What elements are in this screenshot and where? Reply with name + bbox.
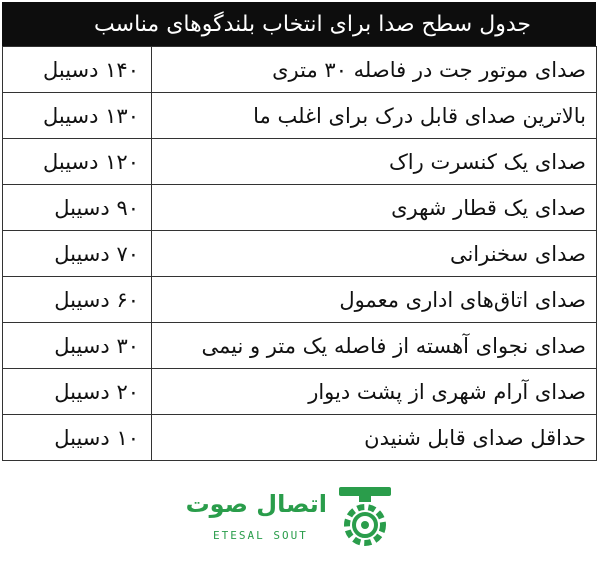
row-level: ۳۰ دسیبل <box>3 323 152 369</box>
row-level: ۶۰ دسیبل <box>3 277 152 323</box>
row-description: صدای آرام شهری از پشت دیوار <box>152 369 597 415</box>
row-level: ۱۴۰ دسیبل <box>3 47 152 93</box>
row-level: ۱۳۰ دسیبل <box>3 93 152 139</box>
levels-table <box>2 46 597 461</box>
table-row <box>3 139 597 185</box>
table-row <box>3 185 597 231</box>
sound-level-table <box>2 2 596 461</box>
row-description: صدای یک کنسرت راک <box>152 139 597 185</box>
row-description: صدای اتاق‌های اداری معمول <box>152 277 597 323</box>
table-row <box>3 277 597 323</box>
row-level: ۱۰ دسیبل <box>3 415 152 461</box>
gear-speaker-icon <box>335 485 395 551</box>
table-body <box>3 47 597 461</box>
table-row <box>3 47 597 93</box>
row-level: ۷۰ دسیبل <box>3 231 152 277</box>
table-title: جدول سطح صدا برای انتخاب بلندگوهای مناسب <box>2 2 596 46</box>
row-description: صدای سخنرانی <box>152 231 597 277</box>
row-description: صدای نجوای آهسته از فاصله یک متر و نیمی <box>152 323 597 369</box>
brand-name-en: ETESAL SOUT <box>213 529 308 542</box>
row-description: بالاترین صدای قابل درک برای اغلب ما <box>152 93 597 139</box>
table-row <box>3 415 597 461</box>
table-row <box>3 323 597 369</box>
brand-logo <box>185 485 395 555</box>
brand-name-fa: اتصال صوت <box>185 490 327 518</box>
table-row <box>3 93 597 139</box>
row-level: ۱۲۰ دسیبل <box>3 139 152 185</box>
row-level: ۹۰ دسیبل <box>3 185 152 231</box>
row-level: ۲۰ دسیبل <box>3 369 152 415</box>
table-row <box>3 231 597 277</box>
row-description: حداقل صدای قابل شنیدن <box>152 415 597 461</box>
table-row <box>3 369 597 415</box>
row-description: صدای موتور جت در فاصله ۳۰ متری <box>152 47 597 93</box>
row-description: صدای یک قطار شهری <box>152 185 597 231</box>
